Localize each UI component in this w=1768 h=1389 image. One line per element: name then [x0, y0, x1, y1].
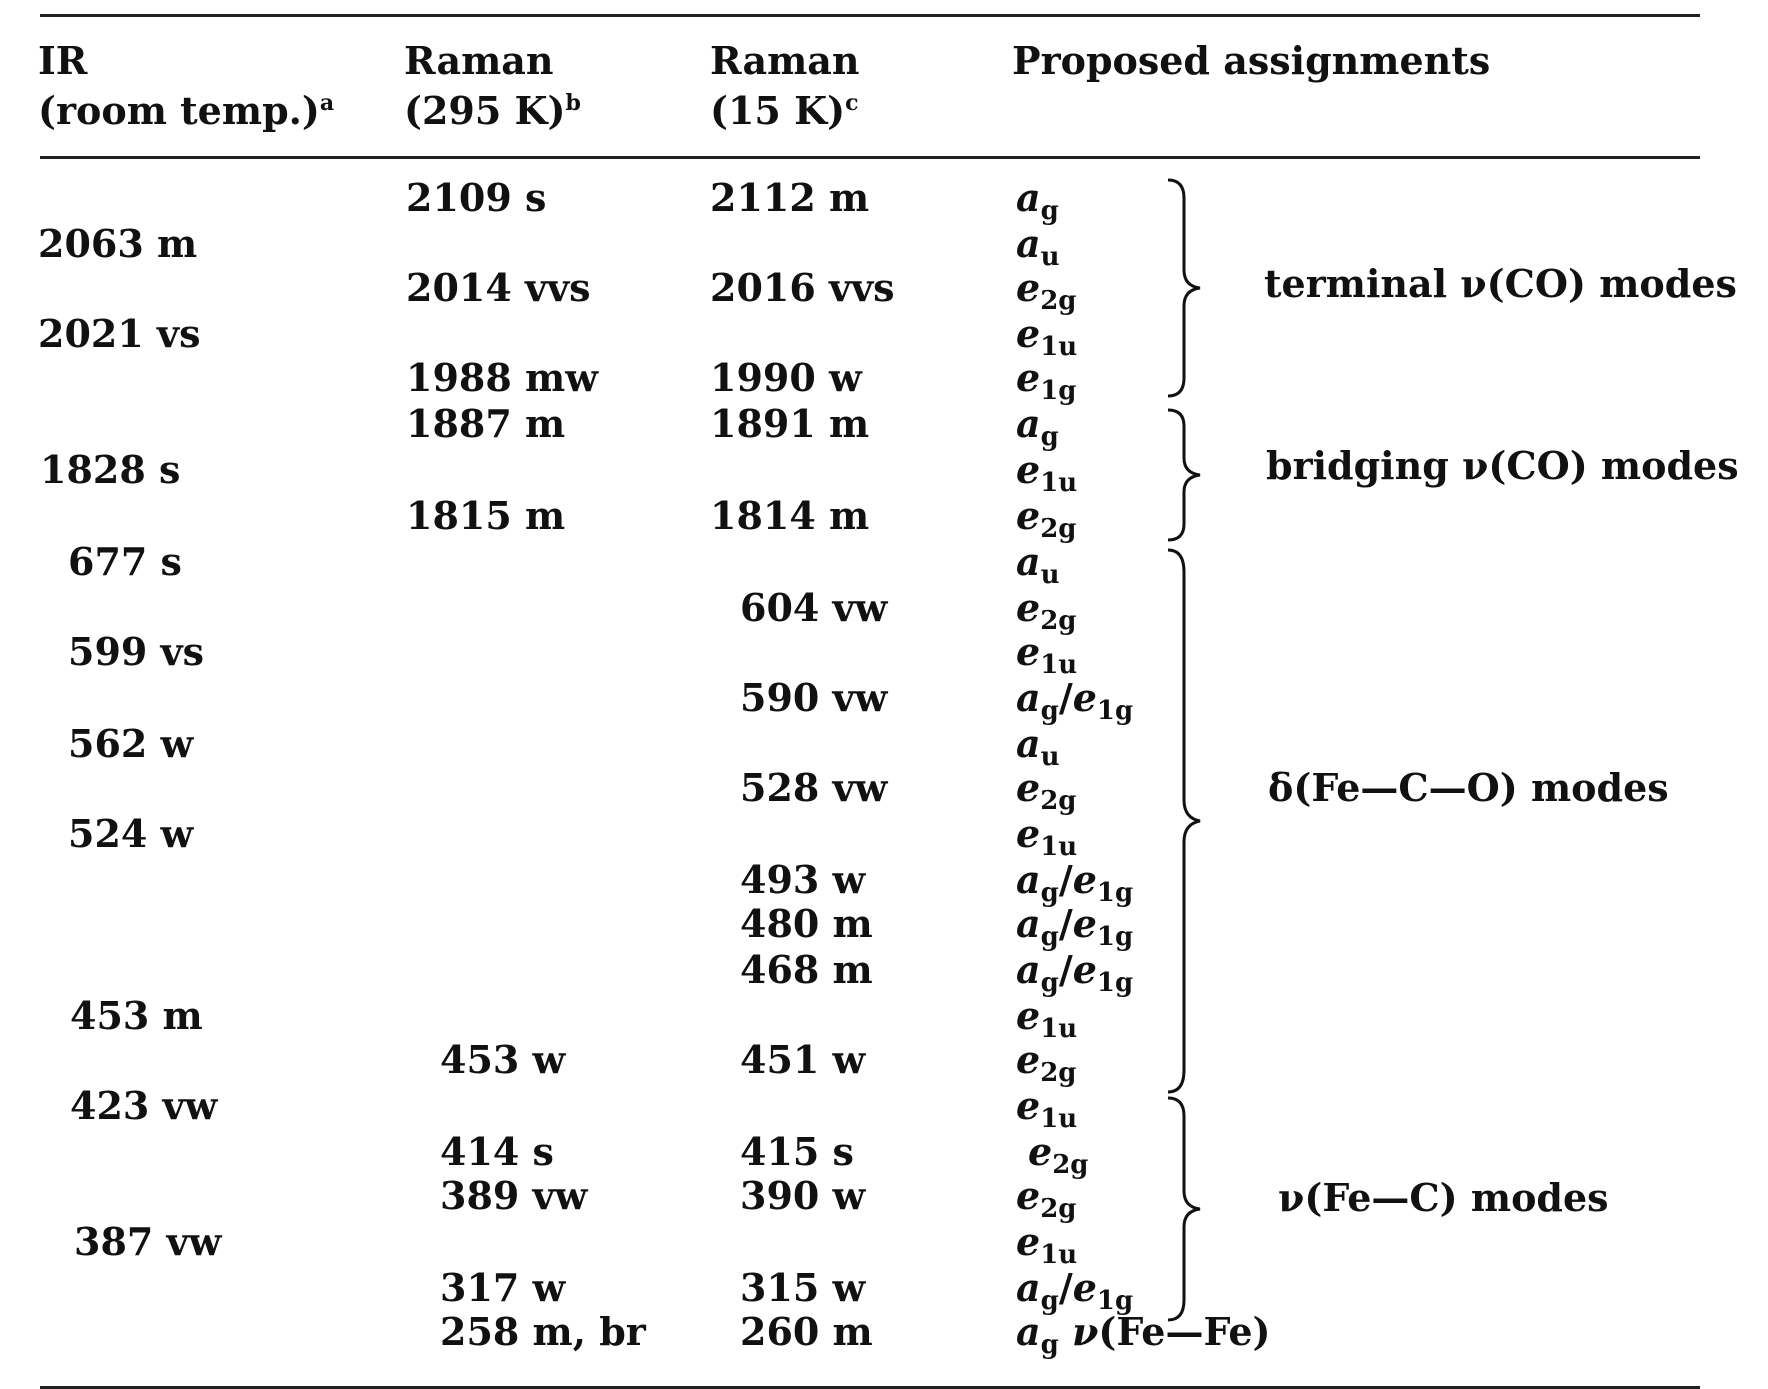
- symbol-separator: /: [1058, 947, 1073, 992]
- assignment-symbol: [1016, 1265, 1134, 1316]
- assignment-symbol: [1016, 355, 1077, 406]
- symbol-subscript-2: 1g: [1096, 968, 1134, 998]
- symbol-subscript: u: [1040, 742, 1060, 772]
- symbol-subscript: 1u: [1040, 1240, 1078, 1270]
- raman-295-cell: 258 m, br: [440, 1309, 646, 1354]
- raman-295-cell: 389 vw: [440, 1173, 588, 1218]
- symbol-subscript: 1u: [1040, 468, 1078, 498]
- brace-bridging: [1164, 408, 1214, 542]
- assignment-symbol: [1016, 629, 1078, 680]
- raman-295-cell: 317 w: [440, 1265, 566, 1310]
- symbol-base: e: [1016, 1083, 1041, 1128]
- symbol-subscript: 2g: [1040, 1194, 1077, 1224]
- symbol-base: e: [1016, 585, 1041, 630]
- symbol-subscript: 1u: [1040, 1104, 1078, 1134]
- symbol-base: e: [1016, 1219, 1041, 1264]
- symbol-base-2: e: [1072, 675, 1097, 720]
- symbol-base: e: [1016, 1037, 1041, 1082]
- raman-295-cell: 414 s: [440, 1129, 554, 1174]
- header-raman-15-line2: (15 K)$^c$: [710, 88, 859, 133]
- symbol-base: a: [1016, 857, 1041, 902]
- raman-15-cell: 1891 m: [710, 401, 870, 446]
- raman-295-cell: 2014 vvs: [406, 265, 591, 310]
- header-assignments-line1: Proposed assignments: [1012, 38, 1491, 83]
- symbol-base: a: [1016, 401, 1041, 446]
- symbol-subscript: 2g: [1052, 1150, 1089, 1180]
- symbol-separator: /: [1058, 675, 1073, 720]
- footnote-c: c: [845, 90, 859, 116]
- symbol-base: a: [1016, 1309, 1041, 1354]
- ir-cell: 453 m: [70, 993, 203, 1038]
- header-rule: [40, 156, 1700, 159]
- symbol-base: e: [1016, 493, 1041, 538]
- header-ir: [38, 36, 334, 142]
- assignment-symbol: [1016, 947, 1134, 998]
- symbol-base: e: [1016, 765, 1041, 810]
- symbol-subscript: g: [1040, 696, 1059, 726]
- assignment-symbol: [1016, 585, 1077, 636]
- assignment-symbol: [1016, 493, 1077, 544]
- raman-15-cell: 528 vw: [740, 765, 888, 810]
- ir-cell: 423 vw: [70, 1083, 218, 1128]
- raman-15-cell: 468 m: [740, 947, 873, 992]
- header-raman-15: [710, 36, 860, 142]
- header-raman-295: [404, 36, 581, 142]
- header-raman-15-line1: Raman: [710, 38, 860, 83]
- symbol-base: e: [1028, 1129, 1053, 1174]
- symbol-base: e: [1016, 993, 1041, 1038]
- group-label-terminal: terminal ν(CO) modes: [1264, 261, 1737, 306]
- assignment-symbol: [1016, 1037, 1077, 1088]
- symbol-subscript-2: 1g: [1096, 1286, 1134, 1316]
- symbol-subscript: 1u: [1040, 1014, 1078, 1044]
- raman-15-cell: 480 m: [740, 901, 873, 946]
- assignment-symbol: [1016, 675, 1134, 726]
- raman-15-cell: 2112 m: [710, 175, 870, 220]
- brace-fe-c: [1164, 1096, 1214, 1322]
- header-raman-295-line2: (295 K)$^b$: [404, 88, 581, 133]
- raman-15-cell: 1990 w: [710, 355, 862, 400]
- raman-15-cell: 1814 m: [710, 493, 870, 538]
- symbol-subscript: 2g: [1040, 286, 1077, 316]
- header-assignments: [1012, 36, 1490, 86]
- raman-295-cell: 1815 m: [406, 493, 566, 538]
- raman-295-cell: 1887 m: [406, 401, 566, 446]
- ir-cell: 599 vs: [68, 629, 205, 674]
- raman-295-cell: 1988 mw: [406, 355, 598, 400]
- assignment-symbol: [1016, 1219, 1078, 1270]
- brace-terminal: [1164, 178, 1214, 398]
- assignment-symbol: [1016, 1173, 1077, 1224]
- symbol-subscript: 2g: [1040, 606, 1077, 636]
- symbol-subscript: 1u: [1040, 332, 1078, 362]
- raman-15-cell: 390 w: [740, 1173, 866, 1218]
- symbol-base-2: e: [1072, 947, 1097, 992]
- assignment-symbol: [1016, 811, 1078, 862]
- assignment-symbol: [1016, 765, 1077, 816]
- symbol-base: e: [1016, 265, 1041, 310]
- symbol-subscript: u: [1040, 242, 1060, 272]
- symbol-subscript: g: [1040, 1286, 1059, 1316]
- nu-symbol: ν: [1072, 1309, 1099, 1354]
- raman-15-cell: 590 vw: [740, 675, 888, 720]
- symbol-separator: /: [1058, 901, 1073, 946]
- symbol-subscript: g: [1040, 1330, 1059, 1360]
- assignment-symbol: [1016, 901, 1134, 952]
- group-label-deformation: δ(Fe—C—O) modes: [1268, 765, 1669, 810]
- ir-cell: 2063 m: [38, 221, 198, 266]
- symbol-base: a: [1016, 1265, 1041, 1310]
- symbol-subscript: g: [1040, 878, 1059, 908]
- raman-15-cell: 604 vw: [740, 585, 888, 630]
- top-rule: [40, 14, 1700, 17]
- symbol-base: e: [1016, 311, 1041, 356]
- ir-cell: 677 s: [68, 539, 182, 584]
- assignment-symbol: [1016, 857, 1134, 908]
- symbol-base: a: [1016, 901, 1041, 946]
- symbol-base-2: e: [1072, 901, 1097, 946]
- symbol-subscript: 1g: [1040, 376, 1077, 406]
- symbol-subscript: g: [1040, 968, 1059, 998]
- ir-cell: 562 w: [68, 721, 194, 766]
- assignment-symbol: [1028, 1129, 1089, 1180]
- symbol-base: a: [1016, 221, 1041, 266]
- group-label-bridging: bridging ν(CO) modes: [1266, 443, 1739, 488]
- symbol-base-2: e: [1072, 857, 1097, 902]
- raman-15-cell: 415 s: [740, 1129, 854, 1174]
- assignment-symbol: [1016, 447, 1078, 498]
- header-ir-line1: IR: [38, 38, 88, 83]
- assignment-symbol: [1016, 721, 1060, 772]
- symbol-base: e: [1016, 1173, 1041, 1218]
- assignment-symbol: [1016, 265, 1077, 316]
- ir-cell: 1828 s: [40, 447, 181, 492]
- symbol-subscript: g: [1040, 922, 1059, 952]
- symbol-separator: /: [1058, 1265, 1073, 1310]
- group-label-fe-c: ν(Fe—C) modes: [1278, 1175, 1609, 1220]
- raman-15-cell: 493 w: [740, 857, 866, 902]
- symbol-subscript-2: 1g: [1096, 878, 1134, 908]
- symbol-subscript-2: 1g: [1096, 696, 1134, 726]
- raman-15-cell: 2016 vvs: [710, 265, 895, 310]
- raman-295-cell: 453 w: [440, 1037, 566, 1082]
- symbol-subscript: g: [1040, 422, 1059, 452]
- assignment-symbol: [1016, 1083, 1078, 1134]
- symbol-base: e: [1016, 811, 1041, 856]
- ir-cell: 524 w: [68, 811, 194, 856]
- raman-295-cell: 2109 s: [406, 175, 547, 220]
- symbol-base: a: [1016, 539, 1041, 584]
- symbol-subscript: u: [1040, 560, 1060, 590]
- brace-deformation: [1164, 548, 1214, 1094]
- assignment-symbol: [1016, 311, 1078, 362]
- symbol-subscript: 2g: [1040, 1058, 1077, 1088]
- footnote-b: b: [565, 90, 581, 116]
- header-ir-line2: (room temp.)$^a$: [38, 88, 335, 133]
- ir-cell: 387 vw: [74, 1219, 222, 1264]
- symbol-base: a: [1016, 675, 1041, 720]
- symbol-base: e: [1016, 447, 1041, 492]
- header-raman-295-line1: Raman: [404, 38, 554, 83]
- symbol-base: a: [1016, 175, 1041, 220]
- assignment-symbol: [1016, 175, 1059, 226]
- fe-fe-label: (Fe—Fe): [1098, 1309, 1271, 1354]
- symbol-base: e: [1016, 629, 1041, 674]
- symbol-subscript-2: 1g: [1096, 922, 1134, 952]
- symbol-subscript: 2g: [1040, 514, 1077, 544]
- ir-cell: 2021 vs: [38, 311, 201, 356]
- symbol-base-2: e: [1072, 1265, 1097, 1310]
- raman-15-cell: 315 w: [740, 1265, 866, 1310]
- symbol-subscript: g: [1040, 196, 1059, 226]
- symbol-subscript: 1u: [1040, 832, 1078, 862]
- symbol-separator: /: [1058, 857, 1073, 902]
- symbol-base: a: [1016, 721, 1041, 766]
- raman-15-cell: 451 w: [740, 1037, 866, 1082]
- assignment-symbol: [1016, 1309, 1271, 1360]
- assignment-symbol: [1016, 401, 1059, 452]
- footnote-a: a: [319, 90, 335, 116]
- symbol-base: a: [1016, 947, 1041, 992]
- assignment-symbol: [1016, 221, 1060, 272]
- symbol-subscript: 2g: [1040, 786, 1077, 816]
- symbol-subscript: 1u: [1040, 650, 1078, 680]
- assignment-symbol: [1016, 539, 1060, 590]
- assignment-symbol: [1016, 993, 1078, 1044]
- raman-15-cell: 260 m: [740, 1309, 873, 1354]
- symbol-base: e: [1016, 355, 1041, 400]
